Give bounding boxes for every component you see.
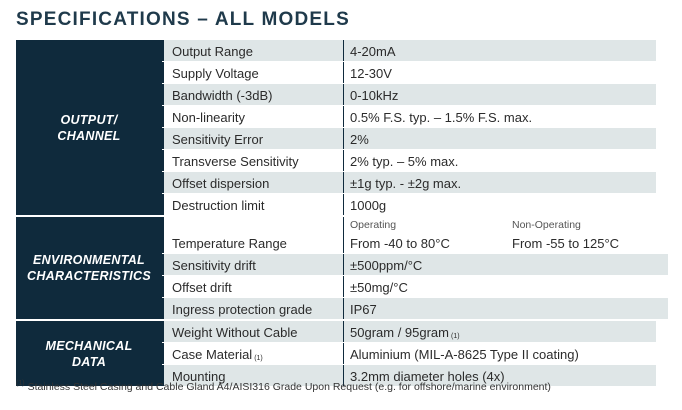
table-row-temperature xyxy=(162,217,668,254)
param-value: 0.5% F.S. typ. – 1.5% F.S. max. xyxy=(344,106,656,127)
table-row xyxy=(162,298,668,319)
param-label: Weight Without Cable xyxy=(162,321,344,342)
non-operating-value: From -55 to 125°C xyxy=(512,236,620,251)
operating-label: Operating xyxy=(350,219,397,231)
param-value: Aluminium (MIL-A-8625 Type II coating) xyxy=(344,343,656,364)
footnote-ref: (1) xyxy=(451,333,460,340)
table-row xyxy=(162,62,656,84)
param-value: ±50mg/°C xyxy=(344,276,668,297)
param-value-split xyxy=(344,217,668,253)
param-label: Temperature Range xyxy=(162,217,344,253)
section-label xyxy=(16,321,162,386)
footnote-marker: (1) xyxy=(16,380,25,387)
param-value: 4-20mA xyxy=(344,40,656,61)
param-label: Offset dispersion xyxy=(162,172,344,193)
non-operating-label: Non-Operating xyxy=(512,219,581,231)
section-label xyxy=(16,217,162,319)
operating-column xyxy=(344,217,506,253)
param-value: 12-30V xyxy=(344,62,656,83)
table-row xyxy=(162,343,656,365)
footnote xyxy=(16,380,551,393)
section-label-line1: MECHANICAL xyxy=(45,338,133,353)
operating-value: From -40 to 80°C xyxy=(350,236,450,251)
param-label xyxy=(162,343,344,364)
param-label: Output Range xyxy=(162,40,344,61)
param-value: 2% typ. – 5% max. xyxy=(344,150,656,171)
page-title: SPECIFICATIONS – ALL MODELS xyxy=(16,9,350,30)
param-value: 1000g xyxy=(344,194,656,215)
table-row xyxy=(162,150,656,172)
param-label: Transverse Sensitivity xyxy=(162,150,344,171)
param-label: Mounting xyxy=(162,365,344,386)
table-row xyxy=(162,84,656,106)
spec-table xyxy=(16,40,656,386)
section-output-channel xyxy=(16,40,656,215)
table-row xyxy=(162,254,668,276)
section-label xyxy=(16,40,162,215)
case-material-label: Case Material xyxy=(172,347,253,362)
weight-value: 50gram / 95gram xyxy=(350,325,449,340)
table-row xyxy=(162,321,656,343)
section-label-line2: DATA xyxy=(71,354,107,369)
table-row xyxy=(162,276,668,298)
footnote-text: Stainless Steel Casing and Cable Gland A4/AISI316 Grade Upon Request (e.g. for offshore/marine environment) xyxy=(27,381,551,393)
param-label: Sensitivity Error xyxy=(162,128,344,149)
param-value: 3.2mm diameter holes (4x) xyxy=(344,365,656,386)
param-value xyxy=(344,321,656,342)
param-label: Sensitivity drift xyxy=(162,254,344,275)
footnote-ref: (1) xyxy=(254,355,263,362)
table-row xyxy=(162,40,656,62)
section-environmental xyxy=(16,215,656,319)
param-value: ±1g typ. - ±2g max. xyxy=(344,172,656,193)
section-mechanical xyxy=(16,319,656,386)
param-label: Supply Voltage xyxy=(162,62,344,83)
param-value: 2% xyxy=(344,128,656,149)
section-label-line1: ENVIRONMENTAL xyxy=(32,253,145,267)
section-label-line2: CHARACTERISTICS xyxy=(27,269,151,283)
param-value: 0-10kHz xyxy=(344,84,656,105)
table-row xyxy=(162,128,656,150)
param-label: Ingress protection grade xyxy=(162,298,344,319)
param-value: ±500ppm/°C xyxy=(344,254,668,275)
section-label-line1: OUTPUT/ xyxy=(60,112,118,127)
section-label-line2: CHANNEL xyxy=(57,128,121,143)
param-value: IP67 xyxy=(344,298,668,319)
param-label: Offset drift xyxy=(162,276,344,297)
non-operating-column xyxy=(506,217,668,253)
table-row xyxy=(162,106,656,128)
param-label: Destruction limit xyxy=(162,194,344,215)
table-row xyxy=(162,194,656,215)
param-label: Non-linearity xyxy=(162,106,344,127)
table-row xyxy=(162,172,656,194)
param-label: Bandwidth (-3dB) xyxy=(162,84,344,105)
